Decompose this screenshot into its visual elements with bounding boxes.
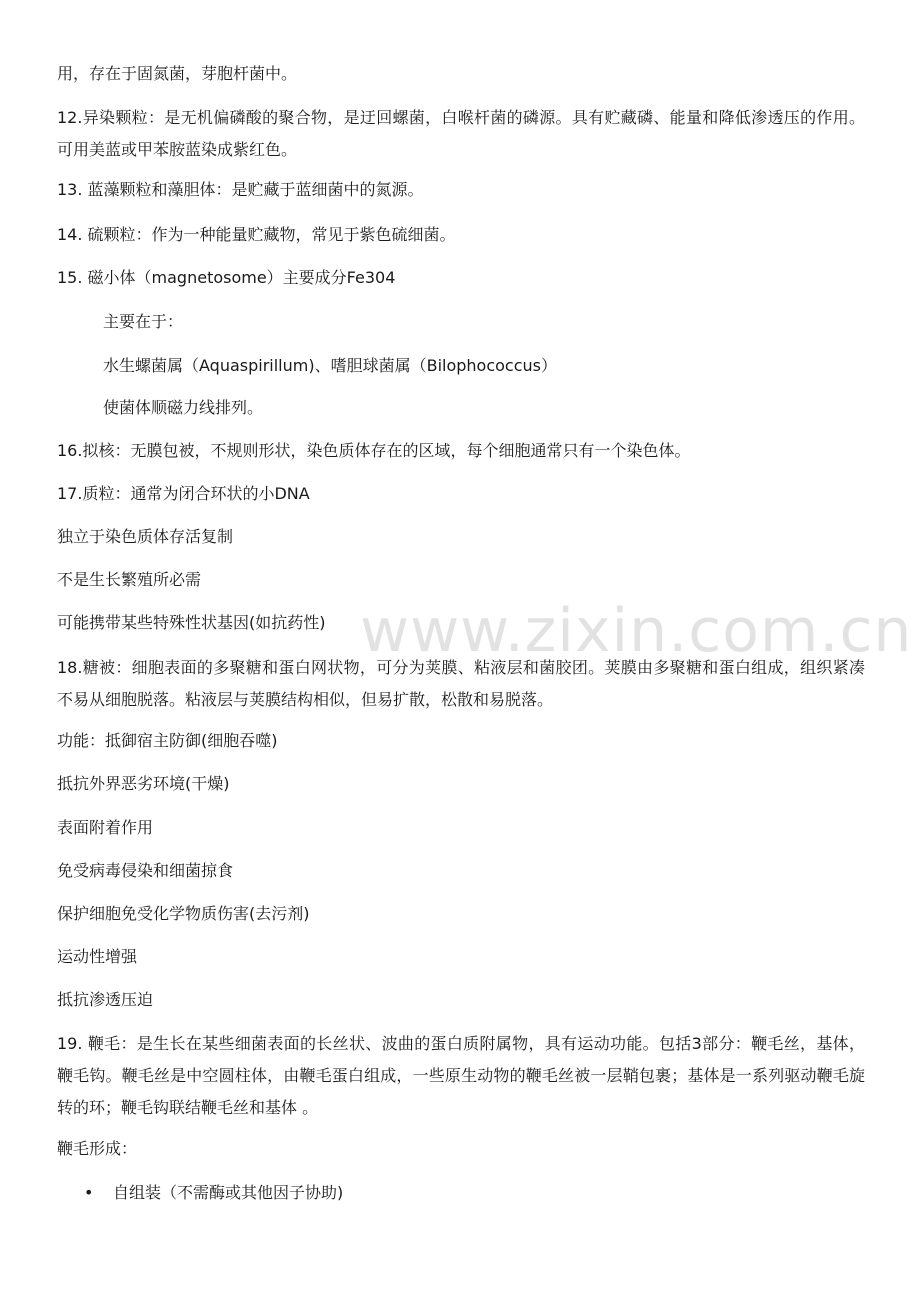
text-line-16: 16.拟核：无膜包被，不规则形状，染色质体存在的区域，每个细胞通常只有一个染色体。 (57, 441, 691, 460)
text-line-17: 17.质粒：通常为闭合环状的小DNA (57, 484, 310, 503)
text-line-18-sub: 运动性增强 (57, 947, 138, 966)
text-line-14: 14. 硫颗粒：作为一种能量贮藏物，常见于紫色硫细菌。 (57, 225, 456, 244)
paragraph-19: 19. 鞭毛：是生长在某些细菌表面的长丝状、波曲的蛋白质附属物，具有运动功能。包括3部分：鞭毛丝，基体，鞭毛钩。鞭毛丝是中空圆柱体，由鞭毛蛋白组成，一些原生动物的鞭毛丝被一层鞘包裹；基体是一系列驱动鞭毛旋转的环；鞭毛钩联结鞭毛丝和基体 。 (57, 1034, 865, 1117)
text-line-19-sub: 鞭毛形成： (57, 1139, 138, 1158)
text-line-17-sub: 不是生长繁殖所必需 (57, 570, 202, 589)
text-line-18-sub: 保护细胞免受化学物质伤害(去污剂) (57, 904, 310, 923)
text-line-17-sub: 可能携带某些特殊性状基因(如抗药性) (57, 613, 326, 632)
text-line-15-sub: 水生螺菌属（Aquaspirillum)、嗜胆球菌属（Bilophococcus） (103, 356, 557, 375)
paragraph-12: 12.异染颗粒：是无机偏磷酸的聚合物，是迂回螺菌，白喉杆菌的磷源。具有贮藏磷、能量和降低渗透压的作用。可用美蓝或甲苯胺蓝染成紫红色。 (57, 108, 865, 159)
text-line-18-sub: 抵抗渗透压迫 (57, 990, 154, 1009)
watermark: www.zixin.com.cn (360, 596, 913, 666)
text-line-18-sub: 功能：抵御宿主防御(细胞吞噬) (57, 731, 278, 750)
text-line-18-sub: 抵抗外界恶劣环境(干燥) (57, 774, 230, 793)
text-line-18-sub: 免受病毒侵染和细菌掠食 (57, 861, 234, 880)
text-line-17-sub: 独立于染色质体存活复制 (57, 527, 234, 546)
list-item: 自组装（不需酶或其他因子协助) (113, 1183, 344, 1202)
paragraph-18: 18.糖被：细胞表面的多聚糖和蛋白网状物，可分为荚膜、粘液层和菌胶团。荚膜由多聚糖和蛋白组成，组织紧凑不易从细胞脱落。粘液层与荚膜结构相似，但易扩散，松散和易脱落。 (57, 658, 865, 709)
bullet-icon: • (84, 1183, 94, 1202)
text-line: 用，存在于固氮菌，芽胞杆菌中。 (57, 64, 298, 83)
text-line-15-sub: 主要在于： (103, 312, 184, 331)
text-line-15: 15. 磁小体（magnetosome）主要成分Fe304 (57, 268, 396, 287)
text-line-13: 13. 蓝藻颗粒和藻胆体：是贮藏于蓝细菌中的氮源。 (57, 180, 424, 199)
text-line-15-sub: 使菌体顺磁力线排列。 (103, 398, 264, 417)
text-line-18-sub: 表面附着作用 (57, 818, 154, 837)
